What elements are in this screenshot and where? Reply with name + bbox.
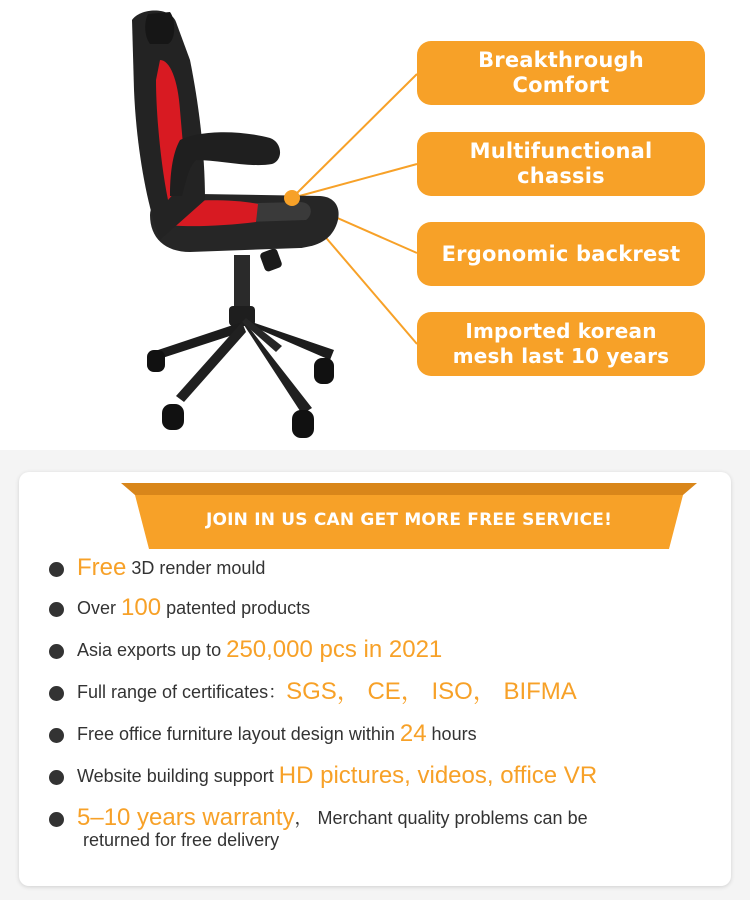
item-text: hours: [426, 724, 477, 744]
item-text: Free office furniture layout design within: [77, 724, 400, 744]
item-text-line2: returned for free delivery: [83, 830, 280, 850]
bullet-dot: [49, 770, 64, 785]
feature-breakthrough-comfort: [417, 41, 705, 105]
highlight-text: Free: [77, 554, 127, 581]
feature-multifunctional-chassis: [417, 132, 705, 196]
highlight-text: 24: [399, 720, 427, 747]
feature-label: Ergonomic backrest: [441, 241, 681, 266]
service-item-text: [77, 638, 442, 662]
service-item-text: [77, 764, 597, 788]
feature-label: Breakthrough Comfort: [478, 48, 644, 97]
chair-base: [147, 248, 334, 438]
service-item-text: [77, 806, 588, 830]
highlight-text: SGS， CE， ISO， BIFMA: [286, 678, 577, 705]
chair-backrest: [132, 11, 205, 241]
bullet-dot: [49, 728, 64, 743]
service-item-text: [77, 680, 577, 704]
item-text: Website building support: [77, 766, 279, 786]
item-text: 3D render mould: [126, 558, 266, 578]
callout-point: [284, 190, 300, 206]
highlight-text: HD pictures, videos, office VR: [278, 762, 598, 789]
feature-label-line2: mesh last 10 years: [452, 344, 670, 368]
bullet-dot: [49, 686, 64, 701]
service-card: [19, 472, 731, 886]
bullet-dot: [49, 602, 64, 617]
highlight-text: 100: [121, 594, 162, 621]
item-text: Over: [77, 598, 122, 618]
highlight-text: 250,000 pcs in 2021: [226, 636, 443, 663]
item-text: Full range of certificates：: [77, 682, 287, 702]
bullet-dot: [49, 644, 64, 659]
bullet-dot: [49, 562, 64, 577]
feature-label: [425, 319, 698, 369]
highlight-text: 5–10 years warranty: [77, 804, 295, 831]
service-section: [0, 450, 750, 900]
bullet-dot: [49, 812, 64, 827]
feature-label: Multifunctional chassis: [469, 139, 653, 188]
feature-label-line1: Imported korean: [465, 319, 657, 343]
service-item-text: [77, 596, 310, 620]
feature-imported-mesh: [417, 312, 705, 376]
item-text: patented products: [161, 598, 311, 618]
service-item-text: [77, 722, 477, 746]
item-text: Asia exports up to: [77, 640, 227, 660]
banner-title: JOIN IN US CAN GET MORE FREE SERVICE!: [205, 510, 613, 530]
service-item-text: [77, 556, 265, 580]
feature-ergonomic-backrest: [417, 222, 705, 286]
item-text: ， Merchant quality problems can be: [294, 808, 588, 828]
